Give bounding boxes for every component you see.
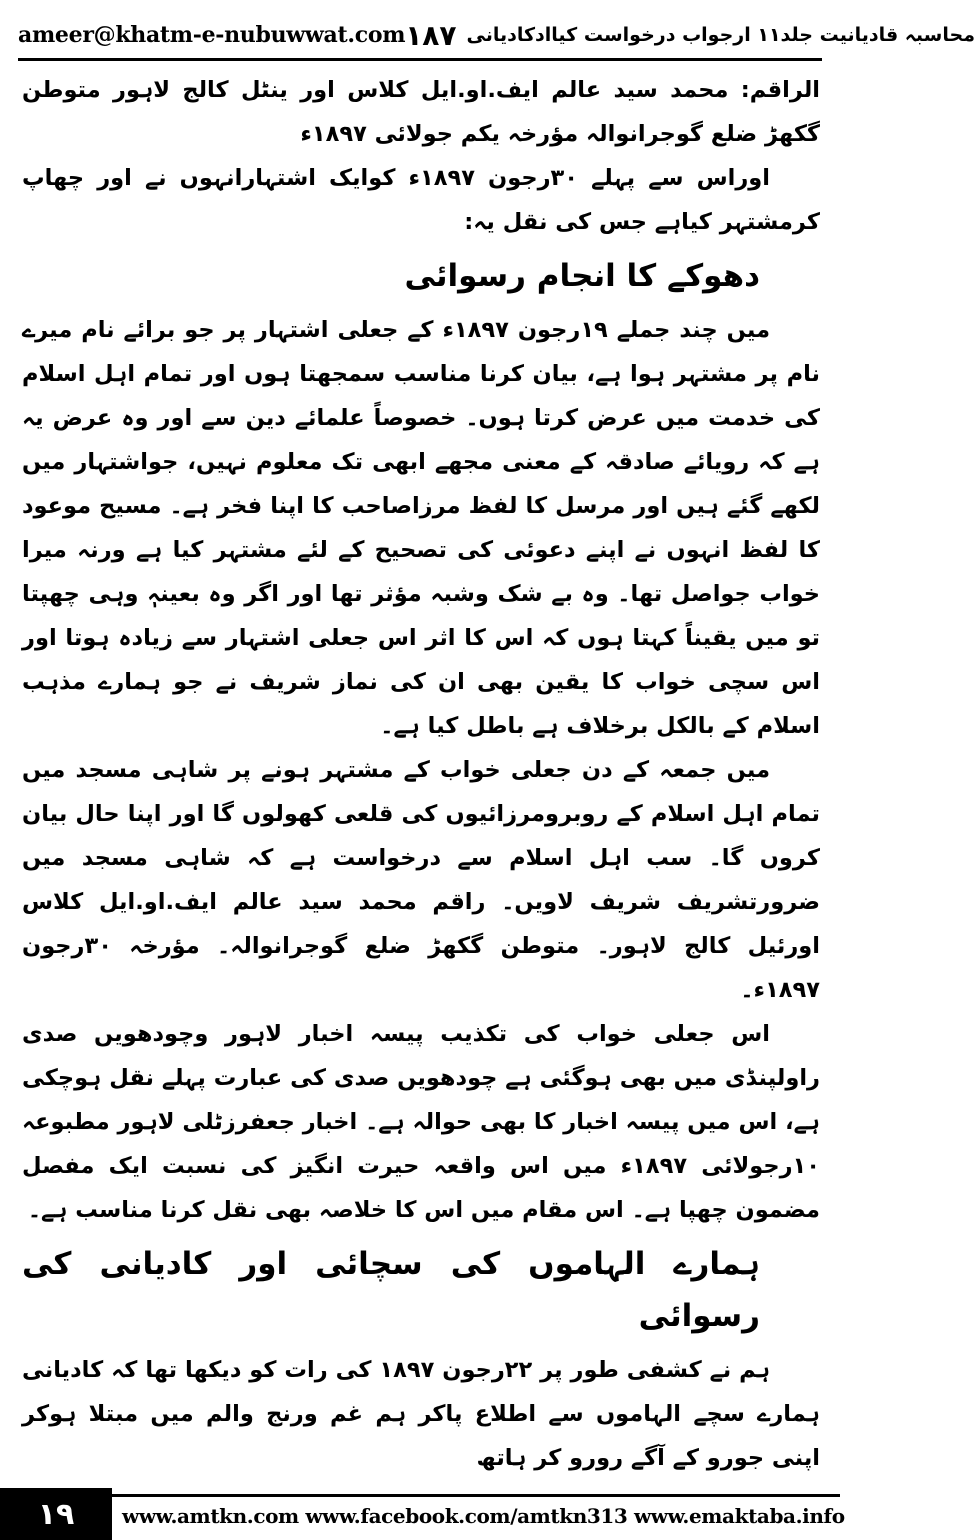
body-paragraph-3: اس جعلی خواب کی تکذیب پیسہ اخبار لاہور وچودھویں صدی راولپنڈی میں بھی ہوگئی ہے چودھویں صدی کی عبارت پہلے نقل ہوچکی ہے، اس میں پیسہ اخبار کا بھی حوالہ ہے۔ اخبار جعفرزٹلی لاہور مطبوعہ ۱۰رجولائی ۱۸۹۷ء میں اس واقعہ حیرت انگیز کی نسبت ایک مفصل مضمون چھپا ہے۔ اس مقام میں اس کا خلاصہ بھی نقل کرنا مناسب ہے۔ <box>22 1021 820 1223</box>
body-paragraph-4: ہم نے کشفی طور پر ۲۲رجون ۱۸۹۷ کی رات کو دیکھا تھا کہ کادیانی ہمارے سچے الہاموں سے اطلاع پاکر ہم غم ورنج والم میں مبتلا ہوکر اپنی جورو کے آگے رورو کر ہاتھ <box>22 1357 820 1471</box>
header-right <box>405 19 975 52</box>
folio-number: ۱۹ <box>0 1488 112 1540</box>
intro-paragraph: اوراس سے پہلے ۳۰رجون ۱۸۹۷ء کوایک اشتہارانہوں نے اور چھاپ کرمشتہر کیاہے جس کی نقل یہ: <box>22 165 820 235</box>
section-heading-2: ہمارے الہاموں کی سچائی اور کادیانی کی رسوائی <box>22 1246 760 1334</box>
footer-links: www.amtkn.com www.facebook.com/amtkn313 www.emaktaba.info <box>122 1504 845 1528</box>
running-title: محاسبہ قادیانیت جلد۱۱ ارجواب درخواست کیاادکادیانی <box>466 24 975 46</box>
header-rule <box>18 58 822 61</box>
section-heading-1: دھوکے کا انجام رسوائی <box>404 258 760 294</box>
page-header <box>18 18 975 52</box>
signature-paragraph: الراقم: محمد سید عالم ایف.او.ایل کلاس اور ینٹل کالج لاہور متوطن گکھڑ ضلع گوجرانوالہ مؤرخہ یکم جولائی ۱۸۹۷ء <box>22 77 820 147</box>
page-body <box>22 68 820 1488</box>
footer-rule <box>112 1494 840 1497</box>
body-paragraph-1: میں چند جملے ۱۹رجون ۱۸۹۷ء کے جعلی اشتہار پر جو برائے نام میرے نام پر مشتہر ہوا ہے، بیان کرنا مناسب سمجھتا ہوں اور تمام اہل اسلام کی خدمت میں عرض کرتا ہوں۔ خصوصاً علمائے دین سے اور وہ عرض یہ ہے کہ رویائے صادقہ کے معنی مجھے ابھی تک معلوم نہیں، جواشتہار میں لکھے گئے ہیں اور مرسل کا لفظ مرزاصاحب کا اپنا فخر ہے۔ مسیح موعود کا لفظ انہوں نے اپنے دعوئی کی تصحیح کے لئے مشتہر کیا ہے ورنہ میرا خواب جواصل تھا۔ وہ بے شک وشبہ مؤثر تھا اور اگر وہ بعینہٖ وہی چھپتا تو میں یقیناً کہتا ہوں کہ اس کا اثر اس جعلی اشتہار سے زیادہ ہوتا اور اس سچی خواب کا یقین بھی ان کی نماز شریف نے جو ہمارے مذہب اسلام کے بالکل برخلاف ہے باطل کیا ہے۔ <box>22 317 820 739</box>
body-paragraph-2: میں جمعہ کے دن جعلی خواب کے مشتہر ہونے پر شاہی مسجد میں تمام اہل اسلام کے روبرومرزائیوں کی قلعی کھولوں گا اور اپنا حال بیان کروں گا۔ سب اہل اسلام سے درخواست ہے کہ شاہی مسجد میں ضرورتشریف شریف لاویں۔ راقم محمد سید عالم ایف.او.ایل کلاس اورئیل کالج لاہور۔ متوطن گکھڑ ضلع گوجرانوالہ۔ مؤرخہ ۳۰رجون ۱۸۹۷ء۔ <box>22 757 820 1003</box>
page-number: ۱۸۷ <box>405 18 457 52</box>
page-footer <box>0 1488 845 1540</box>
header-email: ameer@khatm-e-nubuwwat.com <box>18 22 406 48</box>
